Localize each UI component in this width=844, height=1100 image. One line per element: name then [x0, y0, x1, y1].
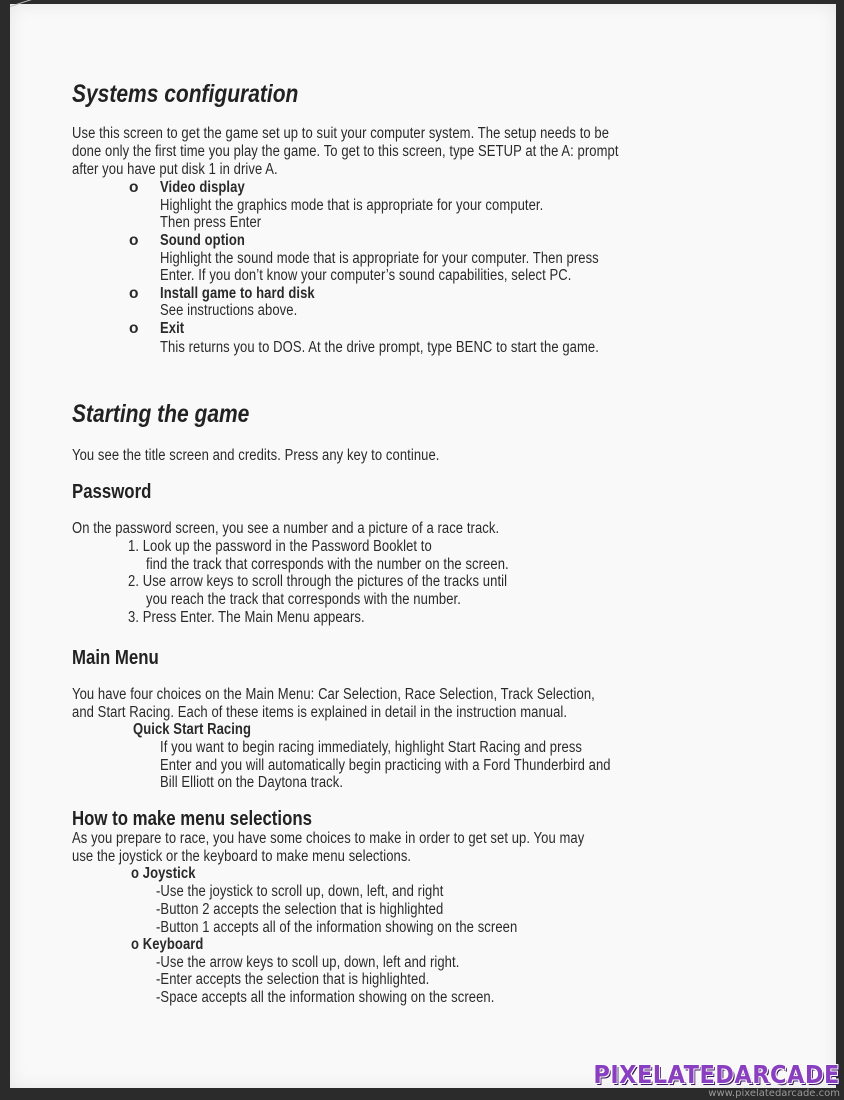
- item-line: Highlight the sound mode that is appropriate for your computer. Then press: [160, 250, 599, 267]
- password-step-2-cont: you reach the track that corresponds with the number.: [146, 591, 461, 608]
- item-line: See instructions above.: [160, 302, 298, 319]
- item-line: This returns you to DOS. At the drive prompt, type BENC to start the game.: [160, 339, 599, 356]
- heading-starting-the-game: Starting the game: [72, 400, 250, 428]
- item-line: Enter. If you don’t know your computer’s sound capabilities, select PC.: [160, 267, 572, 284]
- quick-start-line-1: If you want to begin racing immediately, highlight Start Racing and press: [160, 739, 583, 756]
- quick-start-line-2: Enter and you will automatically begin practicing with a Ford Thunderbird and: [160, 757, 611, 774]
- joystick-title: o Joystick: [131, 865, 196, 882]
- systems-intro-line-2: done only the first time you play the game. To get to this screen, type SETUP at the A: prompt: [72, 143, 619, 160]
- item-line: Highlight the graphics mode that is appropriate for your computer.: [160, 197, 544, 214]
- menu-selections-intro-line-1: As you prepare to race, you have some choices to make in order to get set up. You may: [72, 830, 585, 847]
- systems-intro-line-3: after you have put disk 1 in drive A.: [72, 161, 278, 178]
- quick-start-title: Quick Start Racing: [133, 721, 252, 738]
- password-step-3: 3. Press Enter. The Main Menu appears.: [128, 609, 365, 626]
- item-title-exit: Exit: [160, 320, 185, 337]
- keyboard-title: o Keyboard: [131, 936, 204, 953]
- heading-main-menu: Main Menu: [72, 647, 159, 669]
- watermark-url: www.pixelatedarcade.com: [708, 1088, 840, 1099]
- keyboard-line-2: -Enter accepts the selection that is highlighted.: [156, 971, 430, 988]
- menu-selections-intro-line-2: use the joystick or the keyboard to make menu selections.: [72, 848, 412, 865]
- heading-systems-configuration: Systems configuration: [72, 80, 299, 108]
- joystick-line-3: -Button 1 accepts all of the information showing on the screen: [156, 919, 518, 936]
- main-menu-intro-line-1: You have four choices on the Main Menu: Car Selection, Race Selection, Track Selection,: [72, 686, 595, 703]
- password-intro: On the password screen, you see a number and a picture of a race track.: [72, 520, 500, 537]
- quick-start-line-3: Bill Elliott on the Daytona track.: [160, 774, 344, 791]
- heading-menu-selections: How to make menu selections: [72, 808, 312, 830]
- starting-text: You see the title screen and credits. Press any key to continue.: [72, 447, 440, 464]
- item-title-sound-option: Sound option: [160, 232, 245, 249]
- bullet-marker: o: [129, 320, 139, 337]
- item-title-video-display: Video display: [160, 179, 245, 196]
- joystick-line-1: -Use the joystick to scroll up, down, left, and right: [156, 883, 444, 900]
- watermark-logo: PIXELATEDARCADE: [593, 1060, 840, 1089]
- password-step-1-cont: find the track that corresponds with the number on the screen.: [146, 556, 509, 573]
- watermark: [566, 1062, 840, 1100]
- keyboard-line-1: -Use the arrow keys to scoll up, down, left and right.: [156, 954, 460, 971]
- keyboard-line-3: -Space accepts all the information showing on the screen.: [156, 989, 495, 1006]
- bullet-marker: o: [129, 232, 139, 249]
- main-menu-intro-line-2: and Start Racing. Each of these items is explained in detail in the instruction manual.: [72, 704, 568, 721]
- joystick-line-2: -Button 2 accepts the selection that is highlighted: [156, 901, 444, 918]
- item-title-install-game: Install game to hard disk: [160, 285, 315, 302]
- password-step-2: 2. Use arrow keys to scroll through the pictures of the tracks until: [128, 573, 508, 590]
- item-line: Then press Enter: [160, 214, 262, 231]
- password-step-1: 1. Look up the password in the Password Booklet to: [128, 538, 432, 555]
- bullet-marker: o: [129, 179, 139, 196]
- heading-password: Password: [72, 481, 152, 503]
- systems-intro-line-1: Use this screen to get the game set up to suit your computer system. The setup needs to be: [72, 125, 610, 142]
- bullet-marker: o: [129, 285, 139, 302]
